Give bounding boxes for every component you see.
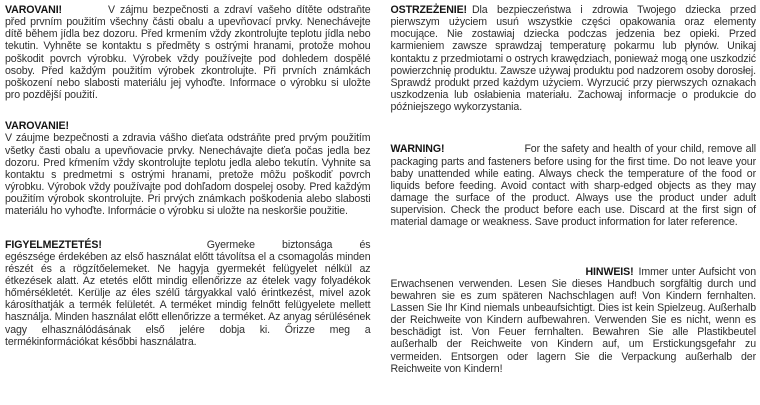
heading-english: WARNING! [390,143,445,156]
paragraph-slovak [5,120,371,217]
section-warning-english [391,143,757,228]
section-warning-czech [5,4,371,101]
heading-hungarian: FIGYELMEZTETÉS! [5,238,102,251]
left-column [5,4,371,375]
heading-spacer [102,247,207,248]
paragraph-polish [391,4,757,113]
paragraph-czech [5,4,371,101]
heading-spacer [444,151,524,152]
body-slovak: V záujme bezpečnosti a zdravia vášho dieťata odstráňte pred prvým použitím všetky časti obalu a upevňovacie prvky. Nenechávajte dieťa počas jedla bez dozoru. Pred kŕmením vždy skontrolujte teplotu jedla alebo tekutín. Vyhnite sa kontaktu s predmetmi s ostrými hranami, pretože môžu poškodiť povrch výrobku. Výrobok vždy používajte pod dohľadom dospelej osoby. Pred každým použitím výrobok skontrolujte. Pri prvých známkach poškodenia alebo slabosti materiálu ho vyhoďte. Informácie o výrobku si uložte na neskoršie použitie. [5,132,371,218]
heading-german: HINWEIS! [585,265,634,278]
section-warning-polish [391,4,757,113]
paragraph-english [391,143,757,228]
heading-spacer [62,12,108,13]
body-english: For the safety and health of your child, remove all packaging parts and fasteners before using for the first time. Do not leave your baby unattended while eating. Always check the temperature of the food or liquids before feeding. Avoid contact with sharp-edged objects as they may damage the surface of the product. Always use the product under adult supervision. Check the product before each use. Discard at the first sign of material damage or weakness. Save product information for later reference. [390,143,756,229]
paragraph-german [391,266,757,375]
section-warning-slovak [5,120,371,217]
heading-czech: VAROVANI! [5,4,62,16]
body-hungarian: Gyermeke biztonsága és egészsége érdekében az első használat előtt távolítsa el a csomagolás minden részét és a rögzítőelemeket. Ne hagyja gyermekét felügyelet nélkül az étkezések alatt. Az etetés előtt mindig ellenőrizze az ételek vagy folyadékok hőmérsékletét. Kerülje az éles szélű tárgyakkal való érintkezést, mivel azok károsíthatják a termék felületét. A terméket mindig felnőtt felügyelete mellett használja. Minden használat előtt ellenőrizze a terméket. Az anyag sérülésének vagy elhasználódásának első jelére dobja ki. Őrizze meg a termékinformációkat későbbi használatra. [5,238,371,348]
heading-polish: OSTRZEŻENIE! [390,4,467,16]
paragraph-hungarian [5,239,371,348]
heading-slovak: VAROVANIE! [5,120,69,133]
section-warning-hungarian [5,239,371,348]
body-czech: V zájmu bezpečnosti a zdraví vašeho dítěte odstraňte před prvním použitím všechny části obalu a upevňovací prvky. Nenechávejte dítě během jídla bez dozoru. Před krmením vždy zkontrolujte teplotu jídla nebo tekutin. Vyhněte se kontaktu s předměty s ostrými hranami, protože mohou poškodit povrch výrobku. Výrobek vždy používejte pod dohledem dospělé osoby. Před každým použitím výrobek zkontrolujte. Při prvních známkách poškození nebo slabosti materiálu jej vyhoďte. Informace o výrobku si uložte pro pozdější použití. [5,4,371,102]
body-german: Immer unter Aufsicht von Erwachsenen verwenden. Lesen Sie dieses Handbuch sorgfältig durch und bewahren sie es zum späteren Nachschlagen auf! Von Kindern fernhalten. Lassen Sie Ihr Kind niemals unbeaufsichtigt. Dies ist kein Spielzeug. Außerhalb der Reichweite von Kindern aufbewahren. Verwenden Sie es nicht, wenn es beschädigt ist. Von Feuer fernhalten. Bewahren Sie alle Plastikbeutel außerhalb der Reichweite von Kindern auf, um Erstickungsgefahr zu vermeiden. Entsorgen oder lagern Sie die Verpackung außerhalb der Reichweite von Kindern! [390,265,756,375]
section-warning-german [391,266,757,375]
right-column [391,4,757,375]
leaflet-page [5,4,756,375]
body-polish: Dla bezpieczeństwa i zdrowia Twojego dziecka przed pierwszym użyciem usuń wszystkie części opakowania oraz elementy mocujące. Nie zostawiaj dziecka podczas jedzenia bez opieki. Przed karmieniem zawsze sprawdzaj temperaturę pokarmu lub płynów. Unikaj kontaktu z przedmiotami o ostrych krawędziach, ponieważ mogą one uszkodzić powierzchnię produktu. Zawsze używaj produktu pod nadzorem osoby dorosłej. Sprawdź produkt przed każdym użyciem. Wyrzucić przy pierwszych oznakach uszkodzenia lub osłabienia materiału. Zachowaj informacje o produkcie do późniejszego wykorzystania. [390,4,756,114]
